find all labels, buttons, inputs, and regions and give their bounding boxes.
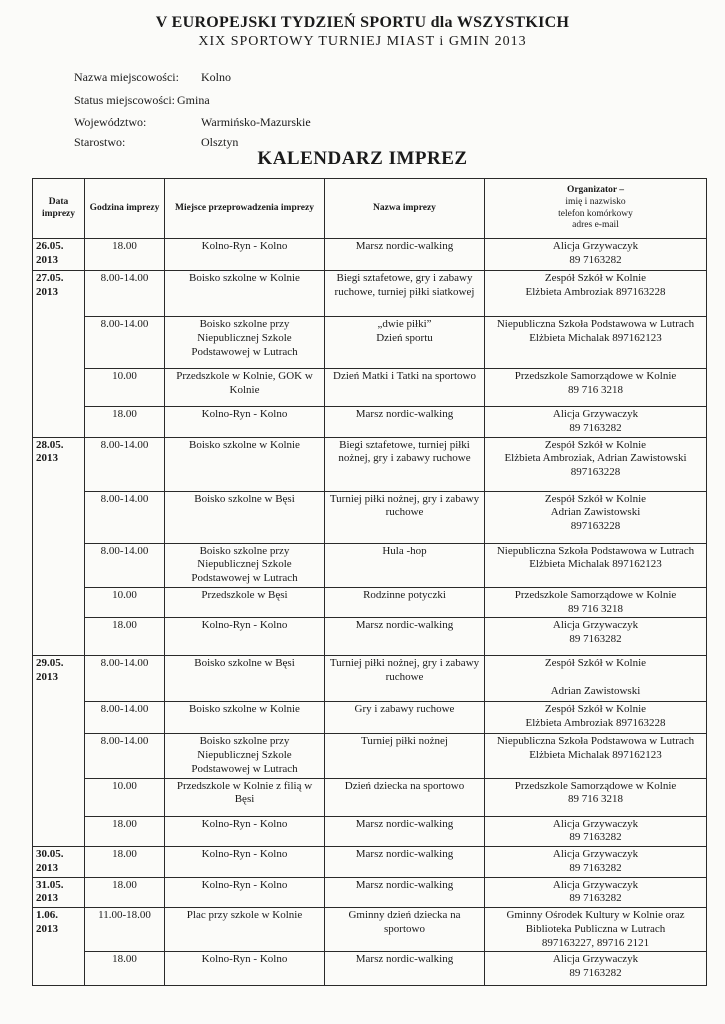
event-name-cell: Gminny dzień dziecka na sportowo [325, 908, 485, 952]
organizer-cell: Alicja Grzywaczyk 89 7163282 [485, 407, 707, 438]
events-table-body [33, 239, 707, 986]
place-cell: Przedszkole w Kolnie z filią w Bęsi [165, 778, 325, 816]
time-cell: 18.00 [85, 618, 165, 656]
time-cell: 8.00-14.00 [85, 317, 165, 369]
header-organizer-title: Organizator – [566, 184, 625, 195]
time-cell: 18.00 [85, 877, 165, 908]
info-label: Starostwo: [74, 135, 126, 149]
organizer-cell: Przedszkole Samorządowe w Kolnie 89 716 3218 [485, 778, 707, 816]
date-cell [33, 407, 85, 438]
date-cell [33, 618, 85, 656]
organizer-cell: Niepubliczna Szkoła Podstawowa w Lutrach Elżbieta Michalak 897162123 [485, 543, 707, 587]
place-cell: Kolno-Ryn - Kolno [165, 877, 325, 908]
calendar-title: KALENDARZ IMPREZ [257, 148, 468, 169]
event-name-cell: Hula -hop [325, 543, 485, 587]
place-cell: Boisko szkolne w Kolnie [165, 702, 325, 734]
time-cell: 8.00-14.00 [85, 656, 165, 702]
date-cell [33, 317, 85, 369]
event-name-cell: Marsz nordic-walking [325, 407, 485, 438]
document-title: V EUROPEJSKI TYDZIEŃ SPORTU dla WSZYSTKICH [155, 14, 570, 31]
organizer-cell: Gminny Ośrodek Kultury w Kolnie oraz Biblioteka Publiczna w Lutrach 897163227, 89716 2121 [485, 908, 707, 952]
organizer-cell: Alicja Grzywaczyk 89 7163282 [485, 239, 707, 271]
event-name-cell: Dzień Matki i Tatki na sportowo [325, 369, 485, 407]
organizer-cell: Alicja Grzywaczyk 89 7163282 [485, 877, 707, 908]
table-row [33, 778, 707, 816]
place-cell: Kolno-Ryn - Kolno [165, 816, 325, 847]
events-table [32, 178, 707, 986]
event-name-cell: Turniej piłki nożnej [325, 734, 485, 778]
event-name-cell: Dzień dziecka na sportowo [325, 778, 485, 816]
info-label: Nazwa miejscowości: [74, 70, 179, 84]
organizer-cell: Alicja Grzywaczyk 89 7163282 [485, 816, 707, 847]
document-subtitle: XIX SPORTOWY TURNIEJ MIAST i GMIN 2013 [198, 34, 527, 49]
date-cell [33, 816, 85, 847]
table-row [33, 734, 707, 778]
table-row [33, 491, 707, 543]
organizer-cell: Alicja Grzywaczyk 89 7163282 [485, 618, 707, 656]
header-time: Godzina imprezy [85, 179, 165, 239]
event-name-cell: Marsz nordic-walking [325, 816, 485, 847]
event-name-cell: Marsz nordic-walking [325, 952, 485, 986]
info-value: Kolno [201, 70, 231, 84]
organizer-cell: Przedszkole Samorządowe w Kolnie 89 716 3218 [485, 587, 707, 618]
place-cell: Przedszkole w Kolnie, GOK w Kolnie [165, 369, 325, 407]
organizer-cell: Zespół Szkół w Kolnie Adrian Zawistowski 897163228 [485, 491, 707, 543]
place-cell: Boisko szkolne przy Niepublicznej Szkole Podstawowej w Lutrach [165, 734, 325, 778]
organizer-cell: Zespół Szkół w Kolnie Elżbieta Ambroziak 897163228 [485, 271, 707, 317]
date-cell: 29.05. 2013 [33, 656, 85, 702]
header-date: Data imprezy [33, 179, 85, 239]
event-name-cell: „dwie piłki” Dzień sportu [325, 317, 485, 369]
time-cell: 18.00 [85, 239, 165, 271]
header-organizer-line: imię i nazwisko [565, 196, 626, 207]
event-name-cell: Biegi sztafetowe, turniej piłki nożnej, gry i zabawy ruchowe [325, 437, 485, 491]
date-cell: 26.05. 2013 [33, 239, 85, 271]
info-value: Warmińsko-Mazurskie [201, 115, 311, 129]
header-name: Nazwa imprezy [325, 179, 485, 239]
time-cell: 18.00 [85, 816, 165, 847]
table-row [33, 908, 707, 952]
organizer-cell: Przedszkole Samorządowe w Kolnie 89 716 3218 [485, 369, 707, 407]
header-organizer-line: adres e-mail [572, 220, 619, 231]
time-cell: 8.00-14.00 [85, 543, 165, 587]
event-name-cell: Biegi sztafetowe, gry i zabawy ruchowe, turniej piłki siatkowej [325, 271, 485, 317]
table-row [33, 847, 707, 878]
place-cell: Boisko szkolne w Bęsi [165, 491, 325, 543]
time-cell: 10.00 [85, 369, 165, 407]
event-name-cell: Marsz nordic-walking [325, 618, 485, 656]
time-cell: 18.00 [85, 952, 165, 986]
place-cell: Plac przy szkole w Kolnie [165, 908, 325, 952]
organizer-cell: Niepubliczna Szkoła Podstawowa w Lutrach Elżbieta Michalak 897162123 [485, 317, 707, 369]
time-cell: 8.00-14.00 [85, 491, 165, 543]
organizer-cell: Alicja Grzywaczyk 89 7163282 [485, 847, 707, 878]
place-cell: Boisko szkolne w Kolnie [165, 437, 325, 491]
info-value: Olsztyn [201, 135, 239, 149]
date-cell [33, 778, 85, 816]
header-organizer-line: telefon komórkowy [558, 208, 633, 219]
time-cell: 8.00-14.00 [85, 734, 165, 778]
time-cell: 18.00 [85, 407, 165, 438]
info-label: Status miejscowości: [74, 93, 175, 107]
place-cell: Przedszkole w Bęsi [165, 587, 325, 618]
event-name-cell: Gry i zabawy ruchowe [325, 702, 485, 734]
table-row [33, 702, 707, 734]
date-cell [33, 543, 85, 587]
table-row [33, 656, 707, 702]
place-cell: Boisko szkolne przy Niepublicznej Szkole Podstawowej w Lutrach [165, 317, 325, 369]
place-cell: Kolno-Ryn - Kolno [165, 618, 325, 656]
table-row [33, 317, 707, 369]
info-value: Gmina [177, 93, 210, 107]
place-cell: Kolno-Ryn - Kolno [165, 952, 325, 986]
date-cell [33, 702, 85, 734]
table-row [33, 437, 707, 491]
header-organizer [485, 179, 707, 239]
table-row [33, 952, 707, 986]
date-cell [33, 734, 85, 778]
place-cell: Kolno-Ryn - Kolno [165, 847, 325, 878]
organizer-cell: Zespół Szkół w Kolnie Elżbieta Ambroziak 897163228 [485, 702, 707, 734]
time-cell: 8.00-14.00 [85, 271, 165, 317]
table-row [33, 816, 707, 847]
date-cell [33, 952, 85, 986]
organizer-cell: Zespół Szkół w Kolnie Adrian Zawistowski [485, 656, 707, 702]
date-cell: 1.06. 2013 [33, 908, 85, 952]
time-cell: 18.00 [85, 847, 165, 878]
time-cell: 10.00 [85, 587, 165, 618]
date-cell [33, 491, 85, 543]
event-name-cell: Turniej piłki nożnej, gry i zabawy ruchowe [325, 656, 485, 702]
time-cell: 8.00-14.00 [85, 437, 165, 491]
date-cell [33, 587, 85, 618]
time-cell: 11.00-18.00 [85, 908, 165, 952]
time-cell: 10.00 [85, 778, 165, 816]
table-row [33, 543, 707, 587]
organizer-cell: Zespół Szkół w Kolnie Elżbieta Ambroziak, Adrian Zawistowski 897163228 [485, 437, 707, 491]
place-cell: Boisko szkolne w Kolnie [165, 271, 325, 317]
table-row [33, 407, 707, 438]
place-cell: Boisko szkolne przy Niepublicznej Szkole Podstawowej w Lutrach [165, 543, 325, 587]
table-row [33, 877, 707, 908]
table-header-row [33, 179, 707, 239]
table-row [33, 618, 707, 656]
date-cell: 31.05. 2013 [33, 877, 85, 908]
place-cell: Kolno-Ryn - Kolno [165, 239, 325, 271]
time-cell: 8.00-14.00 [85, 702, 165, 734]
date-cell [33, 369, 85, 407]
table-row [33, 239, 707, 271]
place-cell: Kolno-Ryn - Kolno [165, 407, 325, 438]
date-cell: 27.05. 2013 [33, 271, 85, 317]
info-label: Województwo: [74, 115, 147, 129]
date-cell: 28.05. 2013 [33, 437, 85, 491]
organizer-cell: Alicja Grzywaczyk 89 7163282 [485, 952, 707, 986]
event-name-cell: Turniej piłki nożnej, gry i zabawy ruchowe [325, 491, 485, 543]
place-cell: Boisko szkolne w Bęsi [165, 656, 325, 702]
event-name-cell: Rodzinne potyczki [325, 587, 485, 618]
header-place: Miejsce przeprowadzenia imprezy [165, 179, 325, 239]
event-name-cell: Marsz nordic-walking [325, 239, 485, 271]
organizer-cell: Niepubliczna Szkoła Podstawowa w Lutrach Elżbieta Michalak 897162123 [485, 734, 707, 778]
table-row [33, 369, 707, 407]
event-name-cell: Marsz nordic-walking [325, 877, 485, 908]
table-row [33, 587, 707, 618]
event-name-cell: Marsz nordic-walking [325, 847, 485, 878]
date-cell: 30.05. 2013 [33, 847, 85, 878]
table-row [33, 271, 707, 317]
